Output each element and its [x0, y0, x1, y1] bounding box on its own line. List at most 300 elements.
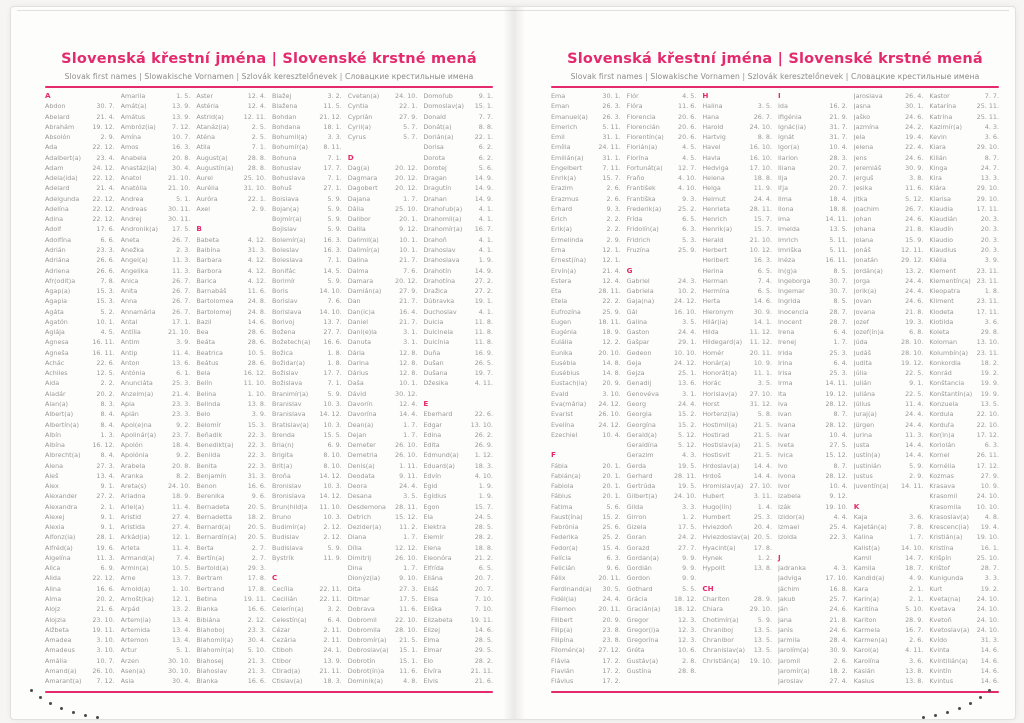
name-day-date: 11. 4. [172, 348, 191, 357]
name-entry [627, 543, 697, 553]
name-day-date: 14. 6. [980, 666, 1000, 675]
given-name: Fidél(ia) [551, 595, 577, 604]
name-entry [551, 317, 621, 327]
given-name: Ingeborga [778, 276, 811, 285]
name-day-date: 30. 7. [829, 276, 848, 285]
name-day-date: 7. 12. [172, 122, 191, 131]
name-entry [551, 604, 621, 614]
name-entry [348, 420, 418, 430]
given-name: Adrián [45, 245, 66, 254]
name-entry [196, 512, 266, 522]
name-entry [121, 348, 191, 358]
given-name: Etela [551, 297, 568, 306]
given-name: Kliment [929, 297, 954, 306]
given-name: Alex [45, 482, 59, 491]
name-entry [778, 101, 848, 111]
name-entry [348, 91, 418, 101]
name-entry [627, 615, 697, 625]
name-entry [854, 317, 924, 327]
given-name: Hostisvit [702, 451, 731, 460]
name-entry [121, 101, 191, 111]
name-entry [778, 625, 848, 635]
name-day-date: 13. 4. [172, 625, 191, 634]
name-day-date: 28. 11. [598, 287, 621, 296]
given-name: Elmar [423, 646, 442, 655]
name-entry [702, 522, 772, 532]
name-entry [423, 276, 493, 286]
name-day-date: 22. 12. [92, 194, 115, 203]
name-day-date: 11. 9. [323, 553, 342, 562]
given-name: Ida [778, 102, 788, 111]
name-entry [929, 666, 999, 676]
name-day-date: 22. 10. [395, 615, 418, 624]
given-name: Izolda [778, 533, 797, 542]
name-day-date: 28. 8. [247, 163, 267, 172]
name-entry [778, 491, 848, 501]
given-name: Dejan [347, 430, 367, 439]
name-day-date: 4. 12. [247, 276, 267, 285]
given-name: Ignát [778, 133, 795, 142]
name-day-date: 21. 5. [753, 451, 773, 460]
name-entry [702, 163, 772, 173]
name-day-date: 16. 6. [323, 338, 342, 347]
name-entry [272, 645, 342, 655]
name-entry [423, 440, 493, 450]
given-name: Dan [347, 297, 361, 306]
name-entry [854, 368, 924, 378]
name-entry [272, 635, 342, 645]
given-name: Kleopatra [929, 287, 961, 296]
name-day-date: 6. 3. [682, 225, 697, 234]
given-name: Jolana [853, 235, 874, 244]
name-entry [423, 471, 493, 481]
name-column [778, 91, 848, 686]
name-day-date: 8. 4. [100, 410, 115, 419]
given-name: Dalibor [347, 215, 371, 224]
name-entry [551, 307, 621, 317]
name-entry [702, 604, 772, 614]
name-day-date: 31. 12. [749, 399, 773, 408]
given-name: Bronislav [272, 482, 302, 491]
given-name: Gerald(a) [626, 430, 657, 439]
name-entry [627, 112, 697, 122]
name-day-date: 14. 10. [319, 287, 342, 296]
name-entry [702, 173, 772, 183]
name-day-date: 8. 5. [833, 266, 848, 275]
name-day-date: 13. 5. [753, 625, 773, 634]
name-entry [551, 409, 621, 419]
name-day-date: 5. 6. [606, 502, 621, 511]
name-entry [45, 543, 115, 553]
name-entry [272, 389, 342, 399]
given-name: Damara [347, 276, 374, 285]
name-day-date: 21. 10. [167, 174, 191, 183]
given-name: Agáta [45, 307, 64, 316]
name-entry [551, 512, 621, 522]
name-day-date: 30. 9. [829, 646, 848, 655]
name-entry [627, 430, 697, 440]
name-day-date: 21. 8. [829, 615, 848, 624]
name-day-date: 16. 3. [172, 143, 191, 152]
given-name: Kira [929, 174, 942, 183]
given-name: Bartolomej [196, 307, 232, 316]
name-entry [702, 358, 772, 368]
name-entry [121, 358, 191, 368]
given-name: Erazim [551, 184, 573, 193]
name-entry [551, 235, 621, 245]
given-name: Hrdoš [702, 471, 721, 480]
name-day-date: 5. 11. [829, 245, 848, 254]
given-name: Frederik(a) [626, 204, 662, 213]
name-day-date: 24. 10. [976, 605, 1000, 614]
name-day-date: 13. 10. [976, 338, 1000, 347]
given-name: Adolf [45, 225, 62, 234]
name-day-date: 20. 9. [602, 379, 621, 388]
given-name: Aster [196, 92, 214, 100]
name-day-date: 25. 2. [678, 204, 697, 213]
name-entry [121, 512, 191, 522]
name-day-date: 27. 5. [829, 441, 848, 450]
name-entry [929, 645, 999, 655]
name-entry [778, 420, 848, 430]
given-name: Halina [702, 102, 723, 111]
name-day-date: 24. 10. [673, 492, 697, 501]
name-day-date: 26. 3. [602, 102, 621, 111]
name-day-date: 28. 2. [474, 656, 494, 665]
name-entry [196, 235, 266, 245]
name-entry [196, 132, 266, 142]
given-name: Aristid [120, 512, 142, 521]
name-day-date: 6. 4. [833, 358, 848, 367]
name-entry [423, 122, 493, 132]
name-entry [121, 635, 191, 645]
name-entry [272, 235, 342, 245]
name-day-date: 13. 10. [470, 420, 494, 429]
name-entry [778, 204, 848, 214]
name-entry [272, 153, 342, 163]
name-day-date: 21. 5. [753, 430, 773, 439]
name-day-date: 24. 4. [602, 595, 621, 604]
name-entry [196, 266, 266, 276]
given-name: Gašpar [626, 338, 650, 347]
name-day-date: 16. 10. [673, 307, 697, 316]
name-entry [854, 327, 924, 337]
given-name: Justín(a) [853, 451, 881, 460]
name-column [627, 91, 697, 686]
given-name: Eduard(a) [423, 461, 455, 470]
name-day-date: 4. 10. [678, 174, 697, 183]
name-day-date: 24. 10. [976, 595, 1000, 604]
name-entry [423, 584, 493, 594]
given-name: Adelgunda [45, 194, 80, 203]
name-entry [272, 307, 342, 317]
given-name: Davorína [347, 410, 377, 419]
name-day-date: 27. 1. [323, 184, 342, 193]
name-entry [929, 378, 999, 388]
given-name: Gilda [626, 502, 644, 511]
name-day-date: 5. 9. [327, 194, 342, 203]
name-entry [45, 224, 115, 234]
name-entry [551, 481, 621, 491]
given-name: August(a) [196, 153, 228, 162]
name-entry [551, 224, 621, 234]
name-entry [348, 522, 418, 532]
name-entry [45, 204, 115, 214]
name-entry [196, 163, 266, 173]
name-day-date: 22. 1. [399, 102, 418, 111]
name-day-date: 13. 3. [980, 174, 1000, 183]
name-entry [423, 625, 493, 635]
given-name: Hostirad [702, 430, 730, 439]
name-entry [272, 656, 342, 666]
name-day-date: 19. 11. [92, 625, 115, 634]
name-entry [929, 512, 999, 522]
name-day-date: 28. 7. [829, 307, 848, 316]
name-day-date: 14. 9. [474, 184, 494, 193]
name-entry [121, 563, 191, 573]
name-day-date: 22. 3. [247, 430, 267, 439]
name-day-date: 15. 2. [602, 512, 621, 521]
given-name: Klaudia [929, 204, 954, 213]
name-day-date: 12. 1. [172, 533, 191, 542]
name-day-date: 3. 3. [984, 574, 1000, 583]
given-name: Ditmar [347, 595, 370, 604]
name-entry [196, 594, 266, 604]
given-name: Jakub [778, 595, 796, 604]
name-day-date: 8. 10. [323, 461, 342, 470]
given-name: Florián(a) [626, 143, 658, 152]
name-day-date: 16. 11. [825, 256, 848, 265]
name-day-date: 2. 9. [100, 133, 115, 142]
name-entry [551, 532, 621, 542]
given-name: Demetria [347, 451, 378, 460]
name-day-date: 13. 6. [172, 358, 191, 367]
given-name: Horislav(a) [702, 389, 738, 398]
given-name: Cecilián [272, 595, 298, 604]
name-day-date: 23. 11. [976, 297, 1000, 306]
name-entry [702, 296, 772, 306]
given-name: Gregor [626, 615, 649, 624]
name-entry [196, 461, 266, 471]
name-day-date: 27. 3. [399, 584, 418, 593]
name-day-date: 15. 7. [602, 174, 621, 183]
name-day-date: 22. 12. [92, 143, 115, 152]
name-day-date: 28. 10. [901, 348, 924, 357]
given-name: Achiles [45, 369, 68, 378]
name-day-date: 8. 3. [100, 399, 115, 408]
name-day-date: 24. 4. [905, 420, 924, 429]
given-name: Ilona [778, 204, 794, 213]
name-day-date: 19. 10. [749, 656, 773, 665]
name-entry [702, 461, 772, 471]
name-day-date: 23. 8. [602, 625, 621, 634]
given-name: Flór [626, 92, 639, 100]
given-name: Krasomil [929, 492, 958, 501]
name-day-date: 28. 5. [474, 523, 494, 532]
given-name: Anastáz(ia) [120, 163, 157, 172]
name-day-date: 11. 8. [474, 338, 494, 347]
name-entry [778, 307, 848, 317]
given-name: Bea [196, 328, 209, 337]
name-day-date: 6. 4. [833, 328, 848, 337]
name-entry [196, 450, 266, 460]
name-entry [45, 573, 115, 583]
name-day-date: 6. 5. [757, 287, 773, 296]
name-day-date: 25. 11. [976, 102, 1000, 111]
given-name: Adriena [45, 266, 70, 275]
name-entry [929, 522, 999, 532]
name-day-date: 6. 8. [909, 328, 924, 337]
given-name: Elizabeta [423, 615, 453, 624]
letter-header: K [853, 501, 860, 511]
given-name: Kvetoslav(a) [929, 625, 970, 634]
given-name: Júda [853, 338, 868, 347]
given-name: Kornel [929, 451, 950, 460]
name-day-date: 26. 7. [753, 112, 773, 121]
given-name: Dília [347, 543, 362, 552]
name-day-date: 7. 4. [757, 276, 773, 285]
given-name: Havel [702, 143, 721, 152]
name-day-date: 24. 10. [749, 122, 773, 131]
given-name: Kozmas [929, 471, 954, 480]
name-entry [551, 348, 621, 358]
name-entry [272, 132, 342, 142]
given-name: Cyrus [347, 133, 366, 142]
name-day-date: 25. 3. [753, 512, 773, 521]
given-name: Alfréd(a) [45, 543, 73, 552]
given-name: Edita [423, 441, 440, 450]
name-entry [854, 420, 924, 430]
name-entry [854, 635, 924, 645]
name-entry [272, 461, 342, 471]
name-day-date: 17. 5. [172, 225, 191, 234]
name-day-date: 22. 11. [319, 595, 342, 604]
name-entry [702, 266, 772, 276]
given-name: Antília [120, 328, 141, 337]
name-day-date: 17. 11. [976, 307, 1000, 316]
name-day-date: 1. 9. [478, 492, 494, 501]
name-entry [929, 327, 999, 337]
name-entry [778, 255, 848, 265]
name-entry [348, 255, 418, 265]
given-name: Adolfína [45, 235, 71, 244]
given-name: Chiara [702, 605, 724, 614]
given-name: Božica [272, 348, 293, 357]
given-name: Apolinár(a) [120, 430, 157, 439]
given-name: Belina [196, 389, 217, 398]
name-entry [778, 358, 848, 368]
given-name: Egon [423, 502, 440, 511]
name-day-date: 20. 5. [247, 523, 267, 532]
name-entry [272, 122, 342, 132]
given-name: Eugen [551, 317, 572, 326]
given-name: Hostislav(a) [702, 441, 741, 450]
name-entry [929, 235, 999, 245]
name-entry [778, 604, 848, 614]
name-day-date: 20. 1. [602, 492, 621, 501]
name-day-date: 2. 9. [251, 204, 267, 213]
name-column [348, 91, 418, 686]
name-day-date: 1. 11. [399, 461, 418, 470]
name-entry [272, 337, 342, 347]
name-day-date: 26. 6. [96, 266, 115, 275]
given-name: Barbora [196, 266, 222, 275]
given-name: Jarolím(a) [778, 646, 809, 655]
given-name: Hana [702, 112, 720, 121]
given-name: Jens [853, 153, 867, 162]
given-name: Anna [120, 297, 138, 306]
given-name: Hubert [702, 492, 725, 501]
name-entry [854, 543, 924, 553]
name-day-date: 19. 11. [470, 615, 494, 624]
name-entry [121, 430, 191, 440]
name-entry [854, 266, 924, 276]
name-day-date: 4. 3. [833, 564, 848, 573]
name-entry [929, 615, 999, 625]
name-day-date: 1. 2. [682, 512, 697, 521]
given-name: Ivan [778, 410, 792, 419]
given-name: Ivar [778, 430, 791, 439]
name-day-date: 30. 1. [905, 102, 924, 111]
name-day-date: 13. 7. [323, 317, 342, 326]
name-entry [551, 543, 621, 553]
name-day-date: 15. 4. [602, 543, 621, 552]
name-day-date: 10. 1. [399, 245, 418, 254]
name-day-date: 15. 7. [753, 225, 773, 234]
given-name: Estera [551, 276, 572, 285]
name-entry [702, 122, 772, 132]
name-day-date: 5. 12. [678, 430, 697, 439]
given-name: Humbert [702, 512, 731, 521]
name-entry [929, 543, 999, 553]
given-name: Andreas [120, 204, 147, 213]
given-name: Kilián [929, 153, 947, 162]
given-name: Karitína [853, 605, 879, 614]
given-name: Artur [120, 646, 137, 655]
name-entry [423, 296, 493, 306]
name-day-date: 17. 5. [399, 595, 418, 604]
name-day-date: 22. 12. [92, 204, 115, 213]
name-day-date: 2. 11. [323, 625, 342, 634]
given-name: Amarila [120, 92, 146, 100]
name-entry [196, 615, 266, 625]
name-day-date: 17. 7. [323, 369, 342, 378]
given-name: Aurel [196, 174, 213, 183]
name-day-date: 24. 4. [905, 410, 924, 419]
name-day-date: 19. 12. [825, 389, 848, 398]
name-day-date: 28. 7. [829, 317, 848, 326]
given-name: Henrich [702, 215, 728, 224]
name-day-date: 10. 4. [829, 143, 848, 152]
name-entry [348, 409, 418, 419]
name-day-date: 29. 10. [976, 143, 1000, 152]
name-day-date: 28. 4. [829, 636, 848, 645]
given-name: Dobrava [347, 605, 375, 614]
name-entry [348, 625, 418, 635]
name-entry [854, 532, 924, 542]
given-name: Krescenc(ia) [929, 523, 969, 532]
name-day-date: 16. 1. [980, 543, 1000, 552]
name-day-date: 18. 9. [172, 492, 191, 501]
name-day-date: 19. 10. [825, 502, 848, 511]
given-name: Fridrich [626, 235, 651, 244]
given-name: Blahoboj [196, 625, 225, 634]
given-name: Branislava [272, 410, 306, 419]
name-entry [348, 368, 418, 378]
name-day-date: 21. 10. [167, 184, 191, 193]
name-day-date: 25. 2. [602, 533, 621, 542]
name-entry [423, 214, 493, 224]
